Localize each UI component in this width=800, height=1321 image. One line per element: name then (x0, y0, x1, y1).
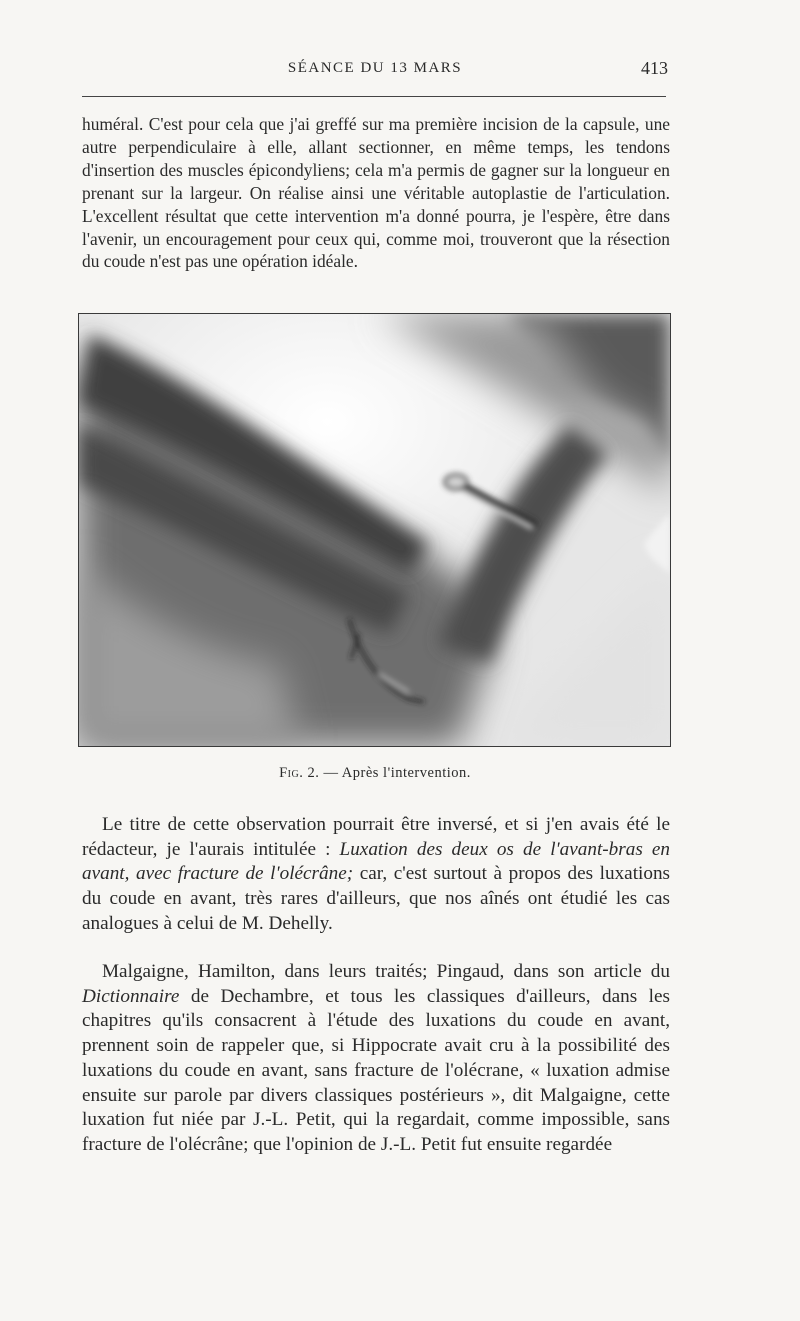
paragraph-1-text-end: car, c'est surtout à propos des luxations du coude en avant, très rares d'ailleurs, que nos aînés ont étudié les cas analogues à celui de M. Dehelly. (82, 863, 671, 934)
page-number: 413 (641, 58, 668, 78)
paragraph-1 (82, 813, 670, 937)
running-title: SÉANCE DU 13 MARS (287, 60, 463, 76)
xray-figure (78, 313, 671, 747)
xray-image (79, 314, 670, 746)
paragraph-1-italic: Luxation des deux os de l'avant-bras en avant, avec fracture de l'olécrâne; (82, 838, 670, 885)
paragraph-2-italic: Dictionnaire (82, 985, 180, 1007)
paragraph-continuation: huméral. C'est pour cela que j'ai greffé sur ma première incision de la capsule, une autre perpendiculaire à elle, allant sectionner, en même temps, les tendons d'insertion des muscles épicondyliens; cela m'a permis de gagner sur la longueur en prenant sur la largeur. On réalise ainsi une véritable autoplastie de l'articulation. L'excellent résultat que cette intervention m'a donné pourra, je l'espère, être dans l'avenir, un encouragement pour ceux qui, comme moi, trouveront que la résection du coude n'est pas une opération idéale. (82, 114, 670, 272)
paragraph-2-text-end: de Dechambre, et tous les classiques d'ailleurs, dans les chapitres qu'ils consacrent à l'étude des luxations du coude en avant, prennent soin de rappeler que, si Hippocrate avait cru à la possibilité des luxations du coude en avant, sans fracture de l'olécrane, « luxation admise ensuite sur parole par divers classiques postérieurs », dit Malgaigne, cette luxation fut niée par J.-L. Petit, qui la regardait, comme impossible, sans fracture de l'olécrâne; que l'opinion de J.-L. Petit fut ensuite regardée (82, 985, 670, 1155)
page-header (80, 58, 670, 84)
figure-caption (80, 765, 670, 782)
paragraph-2-text: Malgaigne, Hamilton, dans leurs traités; Pingaud, dans son article du (102, 961, 670, 982)
paragraph-2 (82, 960, 670, 1158)
figure-caption-text: — Après l'intervention. (323, 765, 471, 781)
figure-label: Fig. 2. (279, 765, 320, 781)
header-rule (82, 96, 666, 97)
paragraph-1-text: Le titre de cette observation pourrait être inversé, et si j'en avais été le rédacteur, je l'aurais intitulée : (82, 814, 670, 860)
